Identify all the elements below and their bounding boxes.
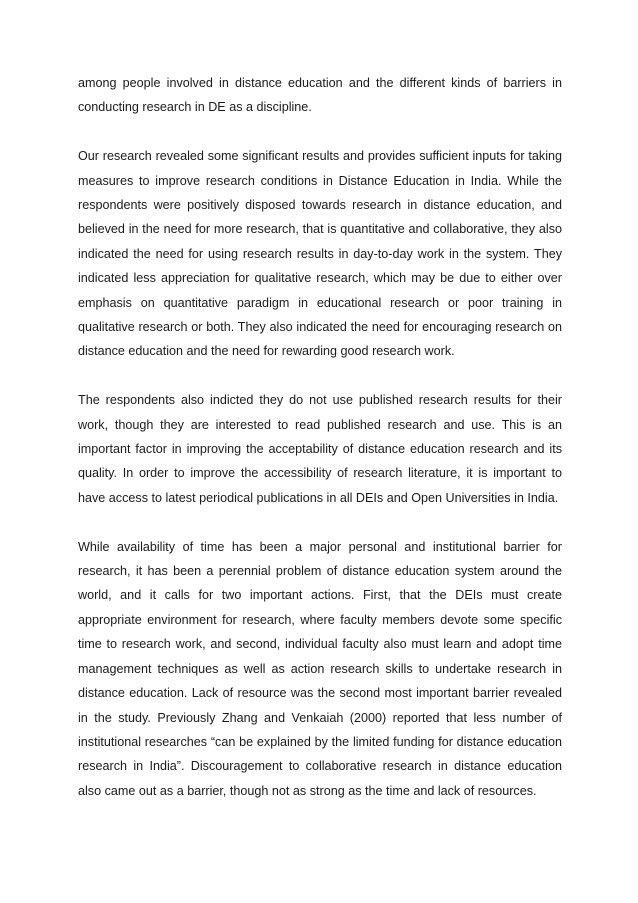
paragraph-barriers: While availability of time has been a major personal and institutional barrier for research, it has been a perennial problem of distance education system around the world, and it calls for two important actions. First, that the DEIs must create appropriate environment for research, where faculty members devote some specific time to research work, and second, individual faculty also must learn and adopt time management techniques as well as action research skills to undertake research in distance education. Lack of resource was the second most important barrier revealed in the study. Previously Zhang and Venkaiah (2000) reported that less number of institutional researches “can be explained by the limited funding for distance education research in India”. Discouragement to collaborative research in distance education also came out as a barrier, though not as strong as the time and lack of resources. — [78, 539, 562, 798]
paragraph-continuation: among people involved in distance education and the different kinds of barriers in conducting research in DE as a discipline. — [78, 76, 562, 115]
paragraph-published-research: The respondents also indicted they do not use published research results for their work, though they are interested to read published research and use. This is an important factor in improving the acceptability of distance education research and its quality. In order to improve the accessibility of research literature, it is important to have access to latest periodical publications in all DEIs and Open Universities in India. — [78, 393, 562, 505]
document-page — [78, 71, 562, 828]
paragraph-research-results: Our research revealed some significant results and provides sufficient inputs for taking measures to improve research conditions in Distance Education in India. While the respondents were positively disposed towards research in distance education, and believed in the need for more research, that is quantitative and collaborative, they also indicated the need for using research results in day-to-day work in the system. They indicated less appreciation for qualitative research, which may be due to either over emphasis on quantitative paradigm in educational research or poor training in qualitative research or both. They also indicated the need for encouraging research on distance education and the need for rewarding good research work. — [78, 149, 562, 359]
